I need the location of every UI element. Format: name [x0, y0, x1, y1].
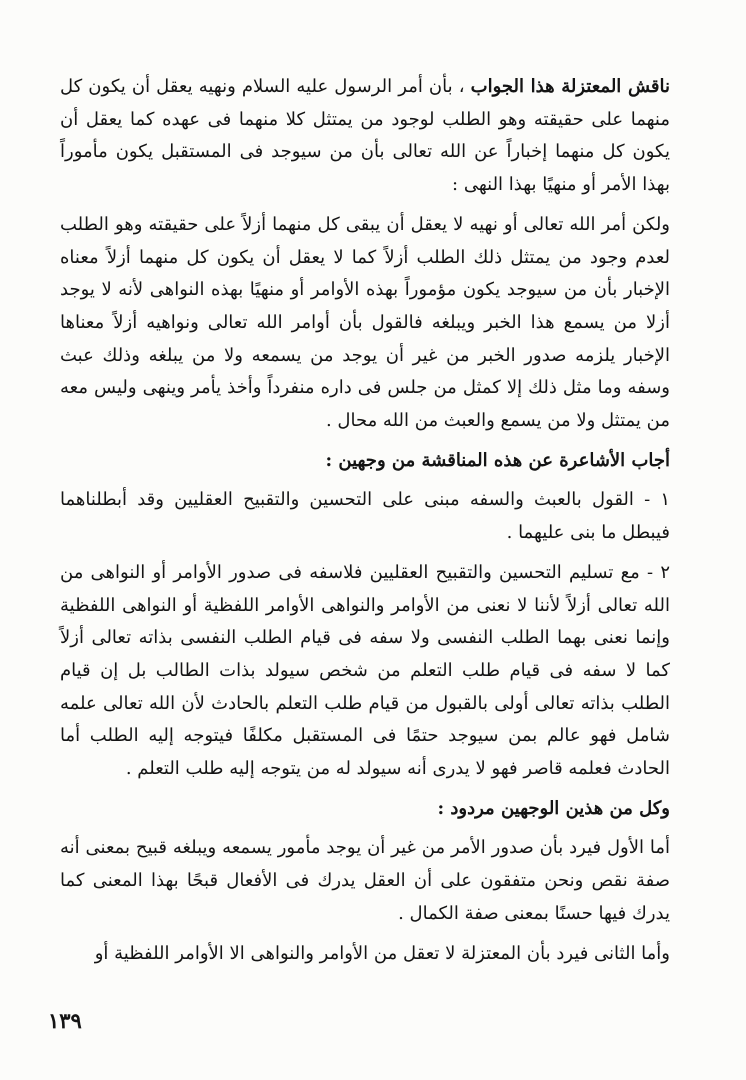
paragraph-2: ولكن أمر الله تعالى أو نهيه لا يعقل أن يبقى كل منهما أزلاً على حقيقته وهو الطلب لعدم وجود من يمتثل ذلك الطلب أزلاً كما لا يعقل أن يكون كل منهما أزلاً معناه الإخبار بأن من سيوجد يكون مؤموراً بهذه الأوامر أو منهيًا بهذه النواهى لأنه لا يوجد أزلا من يسمع هذا الخبر ويبلغه فالقول بأن أوامر الله تعالى ونواهيه أزلاً معناها الإخبار يلزمه صدور الخبر من غير أن يوجد من يسمعه ولا من يبلغه وذلك عبث وسفه وما مثل ذلك إلا كمثل من جلس فى داره منفرداً وأخذ يأمر وينهى وليس معه من يمتثل ولا من يسمع والعبث من الله محال .	[60, 213, 670, 432]
paragraph-1	[60, 71, 670, 202]
paragraph-rebuttal-1: أما الأول فيرد بأن صدور الأمر من غير أن يوجد مأمور يسمعه ويبلغه قبيح بمعنى أنه صفة نقص ونحن متفقون على أن العقل يدرك فى الأفعال قبحًا بهذا المعنى كما يدرك فيها حسنًا بمعنى صفة الكمال .	[60, 837, 670, 924]
section-heading-2: وكل من هذين الوجهين مردود :	[437, 797, 670, 819]
page-number: ١٣٩	[48, 1008, 82, 1033]
paragraph-lead: ناقش المعتزلة هذا الجواب	[470, 76, 670, 97]
paragraph-point-1: ١ - القول بالعبث والسفه مبنى على التحسين والتقبيح العقليين وقد أبطلناهما فيبطل ما بنى عليهما .	[60, 489, 670, 544]
text-column	[60, 71, 670, 970]
paragraph-text: ، بأن أمر الرسول عليه السلام ونهيه يعقل أن يكون كل منهما على حقيقته وهو الطلب لوجود من يمتثل كلا منهما فى عهده كما يعقل أن يكون كل منهما إخباراً عن الله تعالى بأن من سيوجد فى المستقبل يكون مأموراً بهذا الأمر أو منهيًا بهذا النهى :	[60, 76, 670, 196]
paragraph-rebuttal-2: وأما الثانى فيرد بأن المعتزلة لا تعقل من الأوامر والنواهى الا الأوامر اللفظية أو	[94, 942, 670, 964]
section-heading-1: أجاب الأشاعرة عن هذه المناقشة من وجهين :	[325, 449, 670, 471]
paragraph-point-2: ٢ - مع تسليم التحسين والتقبيح العقليين فلاسفه فى صدور الأوامر أو النواهى من الله تعالى أزلاً لأننا لا نعنى من الأوامر والنواهى الأوامر اللفظية أو النواهى اللفظية وإنما نعنى بهما الطلب النفسى ولا سفه فى قيام الطلب النفسى بذاته تعالى أزلاً كما لا سفه فى قيام طلب التعلم من شخص سيولد بذات الطالب بل إن قيام الطلب بذاته تعالى أولى بالقبول من قيام طلب التعلم بالحادث لأن الله تعالى علمه شامل فهو عالم بمن سيوجد حتمًا فى المستقبل مكلفًا فيتوجه إليه الطلب أما الحادث فعلمه قاصر فهو لا يدرى أنه سيولد له من يتوجه إليه طلب التعلم .	[60, 561, 670, 780]
